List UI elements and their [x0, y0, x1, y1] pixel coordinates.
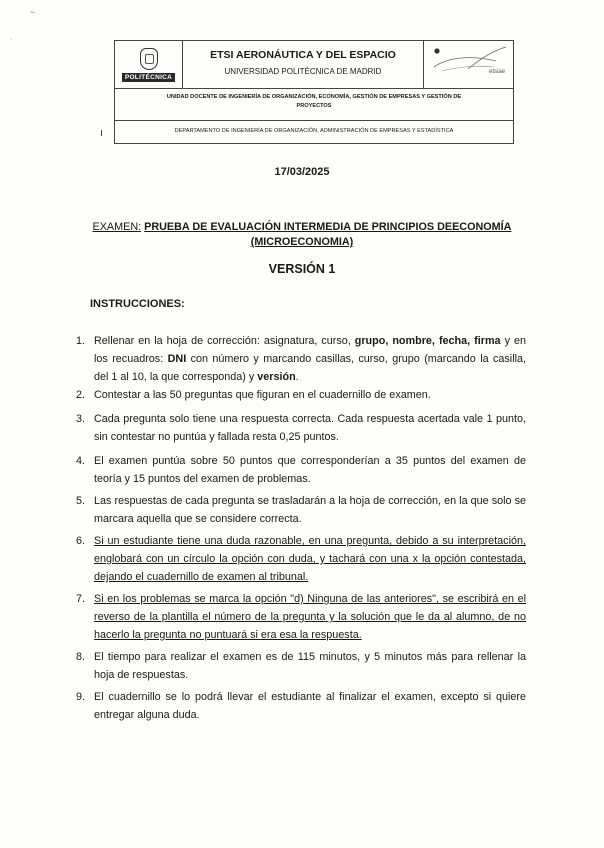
instruction-item	[76, 492, 526, 528]
instruction-item	[76, 332, 526, 386]
item-number: 1.	[76, 335, 86, 347]
item-number: 7.	[76, 593, 86, 605]
item-text: Contestar a las 50 preguntas que figuran en el cuadernillo de examen.	[94, 389, 431, 401]
item-text: Cada pregunta solo tiene una respuesta correcta. Cada respuesta acertada vale 1 punto, sin contestar no puntúa y fallada resta 0,25 puntos.	[94, 413, 526, 443]
item-text-part: y en los recuadros:	[94, 335, 526, 365]
item-text: Si en los problemas se marca la opción "d) Ninguna de las anteriores", se escribirá en el reverso de la plantilla el número de la pregunta y la solución que le da al alumno, de no hacerlo la pregunta no puntuará si era esa la respuesta.	[94, 593, 526, 641]
item-text: El examen puntúa sobre 50 puntos que corresponderían a 35 puntos del examen de teoría y 15 puntos del examen de problemas.	[94, 455, 526, 485]
item-number: 4.	[76, 455, 86, 467]
department: DEPARTAMENTO DE INGENIERÍA DE ORGANIZACIÓN, ADMINISTRACIÓN DE EMPRESAS Y ESTADÍSTICA	[174, 128, 454, 134]
exam-version: VERSIÓN 1	[268, 262, 336, 276]
item-text	[94, 332, 526, 386]
item-text-bold: versión	[257, 371, 296, 383]
instruction-item	[76, 688, 526, 724]
exam-title-line2: (MICROECONOMIA)	[250, 236, 354, 248]
item-number: 3.	[76, 413, 86, 425]
letterhead-title	[183, 41, 423, 88]
item-text: Si un estudiante tiene una duda razonable, en una pregunta, debido a su interpretación, englobará con un círculo la opción con duda, y tachará con una x la opción contestada, dejando el cuadernillo de examen al tribunal.	[94, 535, 526, 583]
instruction-item	[76, 590, 526, 644]
letterhead-top	[115, 41, 513, 89]
upm-logo	[115, 41, 183, 88]
instruction-item	[76, 386, 526, 404]
politecnica-label: POLITÉCNICA	[122, 73, 175, 82]
letterhead	[114, 40, 514, 144]
instruction-item	[76, 532, 526, 586]
item-number: 6.	[76, 535, 86, 547]
instruction-item	[76, 410, 526, 446]
item-text-bold: grupo, nombre, fecha, firma	[354, 335, 501, 347]
item-number: 5.	[76, 495, 86, 507]
instruction-item	[76, 648, 526, 684]
item-text-part: .	[295, 371, 299, 383]
exam-title-line1: PRUEBA DE EVALUACIÓN INTERMEDIA DE PRINCIPIOS DEECONOMÍA	[144, 221, 512, 233]
item-number: 2.	[76, 389, 86, 401]
etsiae-logo	[423, 41, 513, 88]
item-text: El cuadernillo se lo podrá llevar el estudiante al finalizar el examen, excepto si quiere entregar alguna duda.	[94, 691, 526, 721]
school-name: ETSI AERONÁUTICA Y DEL ESPACIO	[210, 49, 396, 61]
instructions-heading: INSTRUCCIONES:	[90, 298, 185, 310]
scan-tick	[101, 130, 102, 136]
item-number: 8.	[76, 651, 86, 663]
exam-prefix: EXAMEN:	[92, 221, 142, 233]
university-name: UNIVERSIDAD POLITÉCNICA DE MADRID	[224, 67, 382, 76]
item-text-bold: DNI	[167, 353, 187, 365]
item-text: Las respuestas de cada pregunta se trasladarán a la hoja de corrección, en la que solo se marcara aquella que se considere correcta.	[94, 495, 526, 525]
item-text-part: Rellenar en la hoja de corrección: asignatura, curso,	[94, 335, 355, 347]
etsiae-text: etsiae	[488, 69, 505, 75]
item-text: El tiempo para realizar el examen es de 115 minutos, y 5 minutos más para rellenar la hoja de respuestas.	[94, 651, 526, 681]
exam-date: 17/03/2025	[274, 166, 330, 178]
crest-icon	[140, 48, 158, 70]
item-number: 9.	[76, 691, 86, 703]
scan-mark: ·	[10, 36, 13, 43]
teaching-unit: UNIDAD DOCENTE DE INGENIERÍA DE ORGANIZACIÓN, ECONOMÍA, GESTIÓN DE EMPRESAS Y GESTIÓN DE PROYECTOS	[115, 89, 513, 121]
instruction-item	[76, 452, 526, 488]
item-text-part: con número y marcando casillas, curso, grupo (marcando la casilla, del 1 al 10, la que corresponda) y	[94, 353, 527, 383]
exam-title	[0, 220, 604, 250]
scan-mark: ~	[30, 8, 35, 17]
